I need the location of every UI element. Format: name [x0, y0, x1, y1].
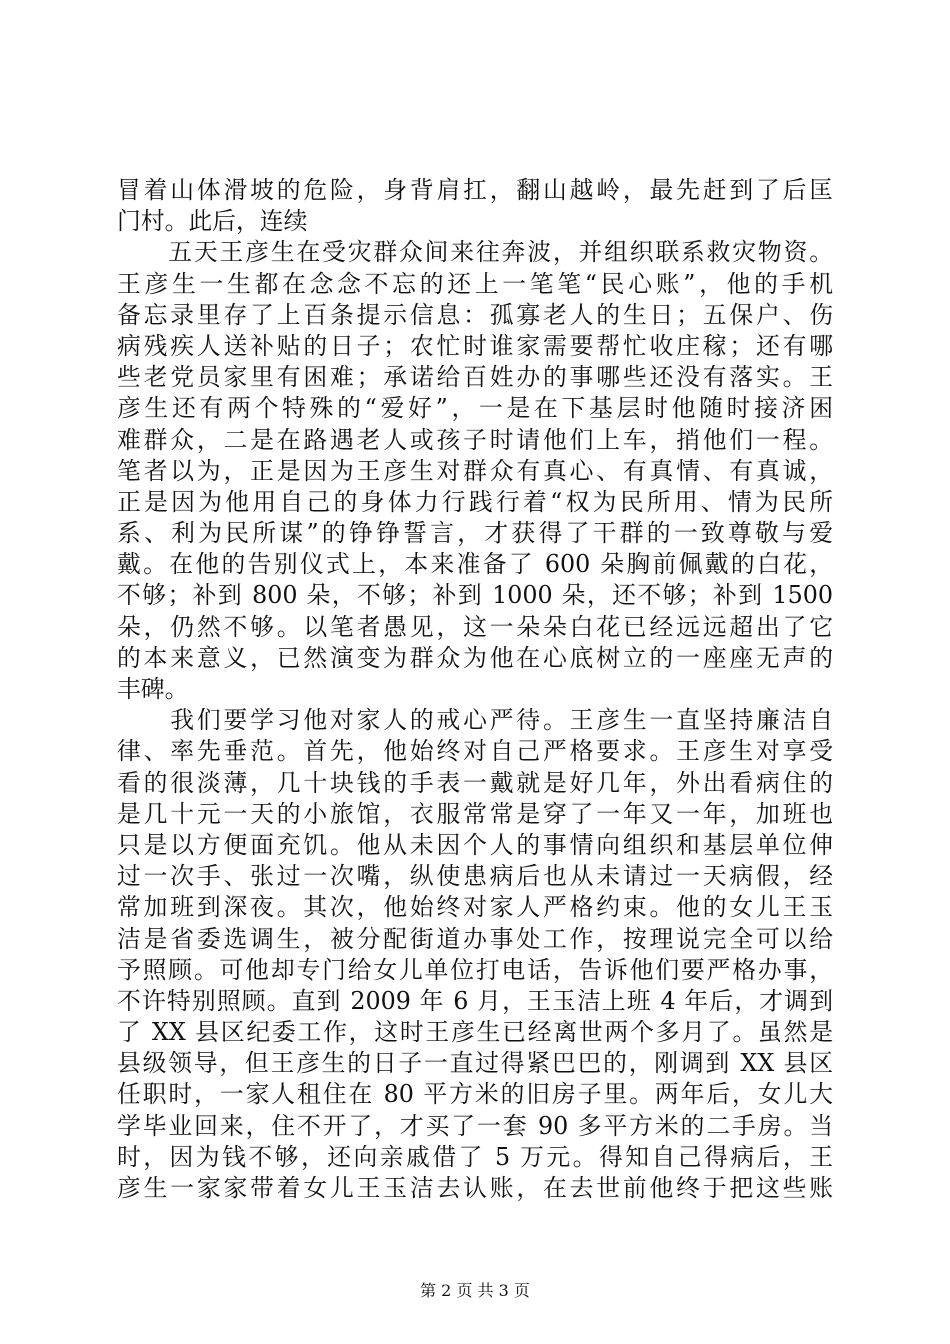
text-line: 时，因为钱不够，还向亲戚借了 5 万元。得知自己得病后，王	[117, 1142, 833, 1171]
text-line: 律、率先垂范。首先，他始终对自己严格要求。王彦生对享受	[117, 737, 833, 766]
text-line: 备忘录里存了上百条提示信息：孤寡老人的生日；五保户、伤	[117, 300, 833, 329]
text-line: 学毕业回来，住不开了，才买了一套 90 多平方米的二手房。当	[117, 1111, 833, 1140]
page-footer	[0, 1278, 950, 1301]
text-line: 正是因为他用自己的身体力行践行着“权为民所用、情为民所	[117, 487, 833, 516]
text-line: 任职时，一家人租住在 80 平方米的旧房子里。两年后，女儿大	[117, 1080, 833, 1109]
text-line: 丰碑。	[117, 675, 189, 703]
text-line: 了 XX 县区纪委工作，这时王彦生已经离世两个多月了。虽然是	[117, 1018, 833, 1047]
text-line: 王彦生一生都在念念不忘的还上一笔笔“民心账”，他的手机	[117, 269, 833, 298]
text-line: 只是以方便面充饥。他从未因个人的事情向组织和基层单位伸	[117, 830, 833, 859]
text-line: 病残疾人送补贴的日子；农忙时谁家需要帮忙收庄稼；还有哪	[117, 331, 833, 360]
text-line: 看的很淡薄，几十块钱的手表一戴就是好几年，外出看病住的	[117, 768, 833, 797]
text-line: 难群众，二是在路遇老人或孩子时请他们上车，捎他们一程。	[117, 425, 833, 454]
text-line: 些老党员家里有困难；承诺给百姓办的事哪些还没有落实。王	[117, 363, 833, 392]
body-text	[117, 175, 833, 1204]
text-line: 常加班到深夜。其次，他始终对家人严格约束。他的女儿王玉	[117, 893, 833, 922]
text-line: 不够；补到 800 朵，不够；补到 1000 朵，还不够；补到 1500	[117, 581, 833, 610]
text-line: 过一次手、张过一次嘴，纵使患病后也从未请过一天病假，经	[117, 862, 833, 891]
text-line: 予照顾。可他却专门给女儿单位打电话，告诉他们要严格办事，	[117, 955, 833, 984]
text-line: 戴。在他的告别仪式上，本来准备了 600 朵胸前佩戴的白花，	[117, 550, 833, 579]
page-number: 第 2 页 共 3 页	[420, 1281, 530, 1300]
text-line: 朵，仍然不够。以笔者愚见，这一朵朵白花已经远远超出了它	[117, 612, 833, 641]
text-line: 冒着山体滑坡的危险，身背肩扛，翻山越岭，最先赶到了后匡	[117, 176, 833, 204]
text-line: 县级领导，但王彦生的日子一直过得紧巴巴的，刚调到 XX 县区	[117, 1049, 833, 1078]
text-line: 系、利为民所谋”的铮铮誓言，才获得了干群的一致尊敬与爱	[117, 519, 833, 548]
text-line: 笔者以为，正是因为王彦生对群众有真心、有真情、有真诚，	[117, 456, 833, 485]
text-line: 门村。此后，连续	[117, 207, 308, 236]
text-line: 我们要学习他对家人的戒心严待。王彦生一直坚持廉洁自	[117, 706, 833, 735]
text-line: 洁是省委选调生，被分配街道办事处工作，按理说完全可以给	[117, 924, 833, 953]
text-line: 不许特别照顾。直到 2009 年 6 月，王玉洁上班 4 年后，才调到	[117, 986, 833, 1015]
text-line: 的本来意义，已然演变为群众为他在心底树立的一座座无声的	[117, 643, 833, 672]
text-line: 五天王彦生在受灾群众间来往奔波，并组织联系救灾物资。	[117, 238, 833, 267]
text-line: 彦生一家家带着女儿王玉洁去认账，在去世前他终于把这些账	[117, 1174, 833, 1202]
text-line: 彦生还有两个特殊的“爱好”，一是在下基层时他随时接济困	[117, 394, 833, 423]
text-line: 是几十元一天的小旅馆，衣服常常是穿了一年又一年，加班也	[117, 799, 833, 828]
